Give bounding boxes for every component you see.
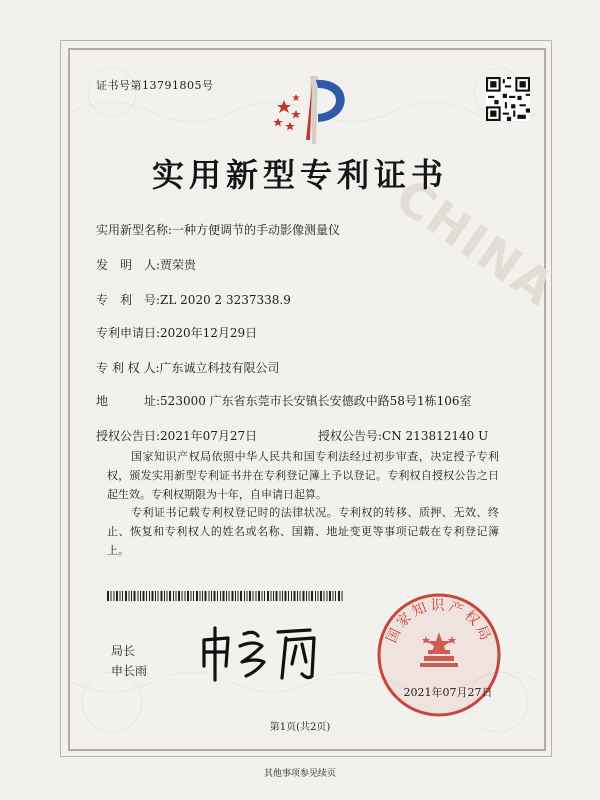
field-announce-date	[96, 427, 257, 444]
qr-code	[486, 77, 530, 121]
field-patent-no-value: ZL 2020 2 3237338.9	[160, 293, 291, 307]
field-announce-no	[318, 427, 488, 444]
field-inventor-label: 发 明 人:	[96, 258, 161, 272]
field-patentee-value: 广东诚立科技有限公司	[159, 361, 280, 375]
cnipa-logo-icon	[266, 70, 356, 150]
legal-status-paragraph: 专利证书记载专利权登记时的法律状况。专利权的转移、质押、无效、终止、恢复和专利权人的姓名或名称、国籍、地址变更等事项记载在专利登记簿上。	[107, 506, 499, 557]
field-address-label: 地 址:	[96, 394, 161, 408]
director-signature-icon	[198, 622, 328, 684]
director-name: 申长雨	[111, 664, 148, 678]
page-number: 第1页(共2页)	[269, 722, 331, 733]
field-announce-no-label: 授权公告号:	[318, 429, 383, 443]
field-name	[96, 221, 340, 238]
field-announce-date-label: 授权公告日:	[96, 429, 161, 443]
field-address-value: 523000 广东省东莞市长安镇长安德政中路58号1栋106室	[160, 394, 472, 408]
footer-note: 其他事项参见续页	[263, 769, 336, 779]
field-filing-date	[96, 324, 257, 341]
grant-paragraph: 国家知识产权局依照中华人民共和国专利法经过初步审查，决定授予专利权，颁发实用新型专利证书并在专利登记簿上予以登记。专利权自授权公告之日起生效。专利权期限为十年，自申请日起算。	[107, 450, 499, 501]
field-filing-date-label: 专利申请日:	[96, 326, 161, 340]
field-patent-no	[96, 291, 291, 308]
certificate-number: 证书号第13791805号	[96, 79, 214, 92]
field-patentee	[96, 359, 280, 376]
field-inventor-value: 贾荣贵	[160, 258, 197, 272]
field-inventor	[96, 256, 196, 273]
field-announce-no-value: CN 213812140 U	[382, 429, 489, 443]
field-patentee-label: 专 利 权 人:	[96, 361, 160, 375]
barcode	[107, 591, 345, 601]
director-title: 局长	[111, 644, 136, 658]
certificate-title: 实用新型专利证书	[151, 156, 448, 194]
watermark-text: CHINA	[385, 168, 566, 318]
field-address	[96, 392, 471, 409]
field-patent-no-label: 专 利 号:	[96, 293, 161, 307]
field-filing-date-value: 2020年12月29日	[160, 326, 258, 340]
field-name-label: 实用新型名称:	[96, 223, 173, 237]
seal-text: 国家知识产权局	[383, 598, 495, 646]
field-announce-date-value: 2021年07月27日	[160, 429, 258, 443]
field-name-value: 一种方便调节的手动影像测量仪	[172, 223, 341, 237]
seal-date: 2021年07月27日	[403, 686, 493, 699]
